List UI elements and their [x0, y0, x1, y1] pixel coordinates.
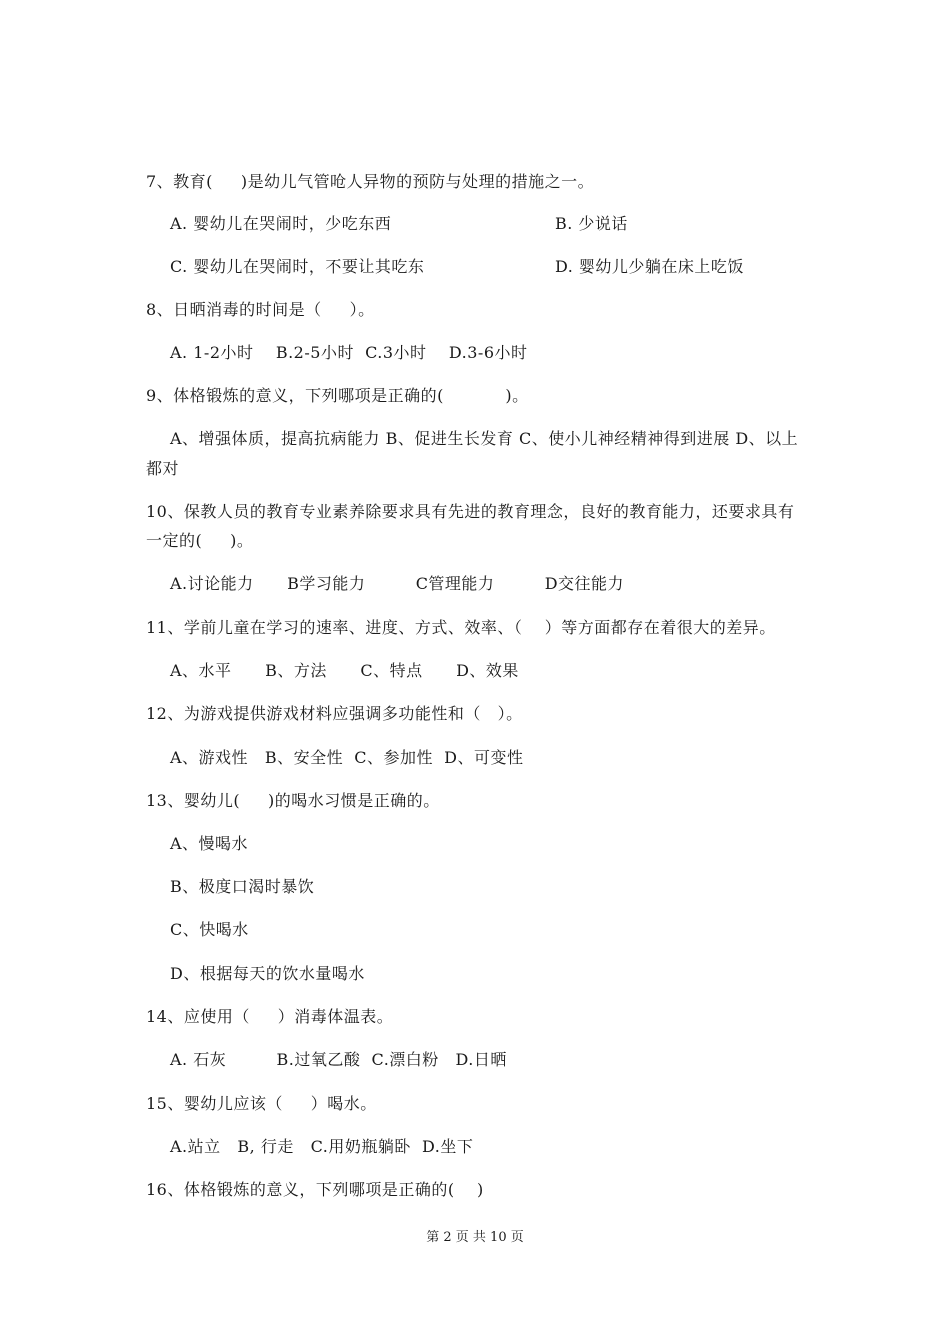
question-9-options: A、增强体质，提高抗病能力 B、促进生长发育 C、使小儿神经精神得到进展 D、以上: [170, 429, 799, 448]
page-number-footer: 第 2 页 共 10 页: [426, 1230, 524, 1245]
question-7-option-b: B. 少说话: [555, 214, 628, 233]
question-9-stem: 9、体格锻炼的意义，下列哪项是正确的( )。: [146, 386, 529, 405]
question-11-stem: 11、学前儿童在学习的速率、进度、方式、效率、（ ）等方面都存在着很大的差异。: [146, 618, 776, 637]
question-16-stem: 16、体格锻炼的意义，下列哪项是正确的( ): [146, 1180, 484, 1199]
question-7-option-a: A. 婴幼儿在哭闹时，少吃东西: [170, 214, 392, 233]
question-13-option-b: B、极度口渴时暴饮: [170, 877, 315, 896]
question-10-stem: 10、保教人员的教育专业素养除要求具有先进的教育理念，良好的教育能力，还要求具有: [146, 502, 795, 521]
question-8-options: A. 1-2小时 B.2-5小时 C.3小时 D.3-6小时: [170, 343, 528, 362]
question-12-options: A、游戏性 B、安全性 C、参加性 D、可变性: [170, 748, 524, 767]
question-13-option-d: D、根据每天的饮水量喝水: [170, 964, 365, 983]
question-15-stem: 15、婴幼儿应该（ ）喝水。: [146, 1094, 377, 1113]
question-7-option-d: D. 婴幼儿少躺在床上吃饭: [555, 257, 744, 276]
question-13-stem: 13、婴幼儿( )的喝水习惯是正确的。: [146, 791, 440, 810]
question-10-stem-continued: 一定的( )。: [146, 531, 254, 550]
question-10-options: A.讨论能力 B学习能力 C管理能力 D交往能力: [170, 574, 625, 593]
question-13-option-a: A、慢喝水: [170, 834, 249, 853]
question-8-stem: 8、日晒消毒的时间是（ ）。: [146, 300, 375, 319]
question-7-option-c: C. 婴幼儿在哭闹时，不要让其吃东: [170, 257, 425, 276]
question-11-options: A、水平 B、方法 C、特点 D、效果: [170, 661, 519, 680]
question-14-options: A. 石灰 B.过氧乙酸 C.漂白粉 D.日晒: [170, 1050, 507, 1069]
question-15-options: A.站立 B, 行走 C.用奶瓶躺卧 D.坐下: [170, 1137, 474, 1156]
question-13-option-c: C、快喝水: [170, 920, 249, 939]
question-12-stem: 12、为游戏提供游戏材料应强调多功能性和（ ）。: [146, 704, 523, 723]
question-14-stem: 14、应使用（ ）消毒体温表。: [146, 1007, 394, 1026]
question-9-options-continued: 都对: [146, 459, 180, 478]
question-7-stem: 7、教育( )是幼儿气管呛人异物的预防与处理的措施之一。: [146, 172, 595, 191]
